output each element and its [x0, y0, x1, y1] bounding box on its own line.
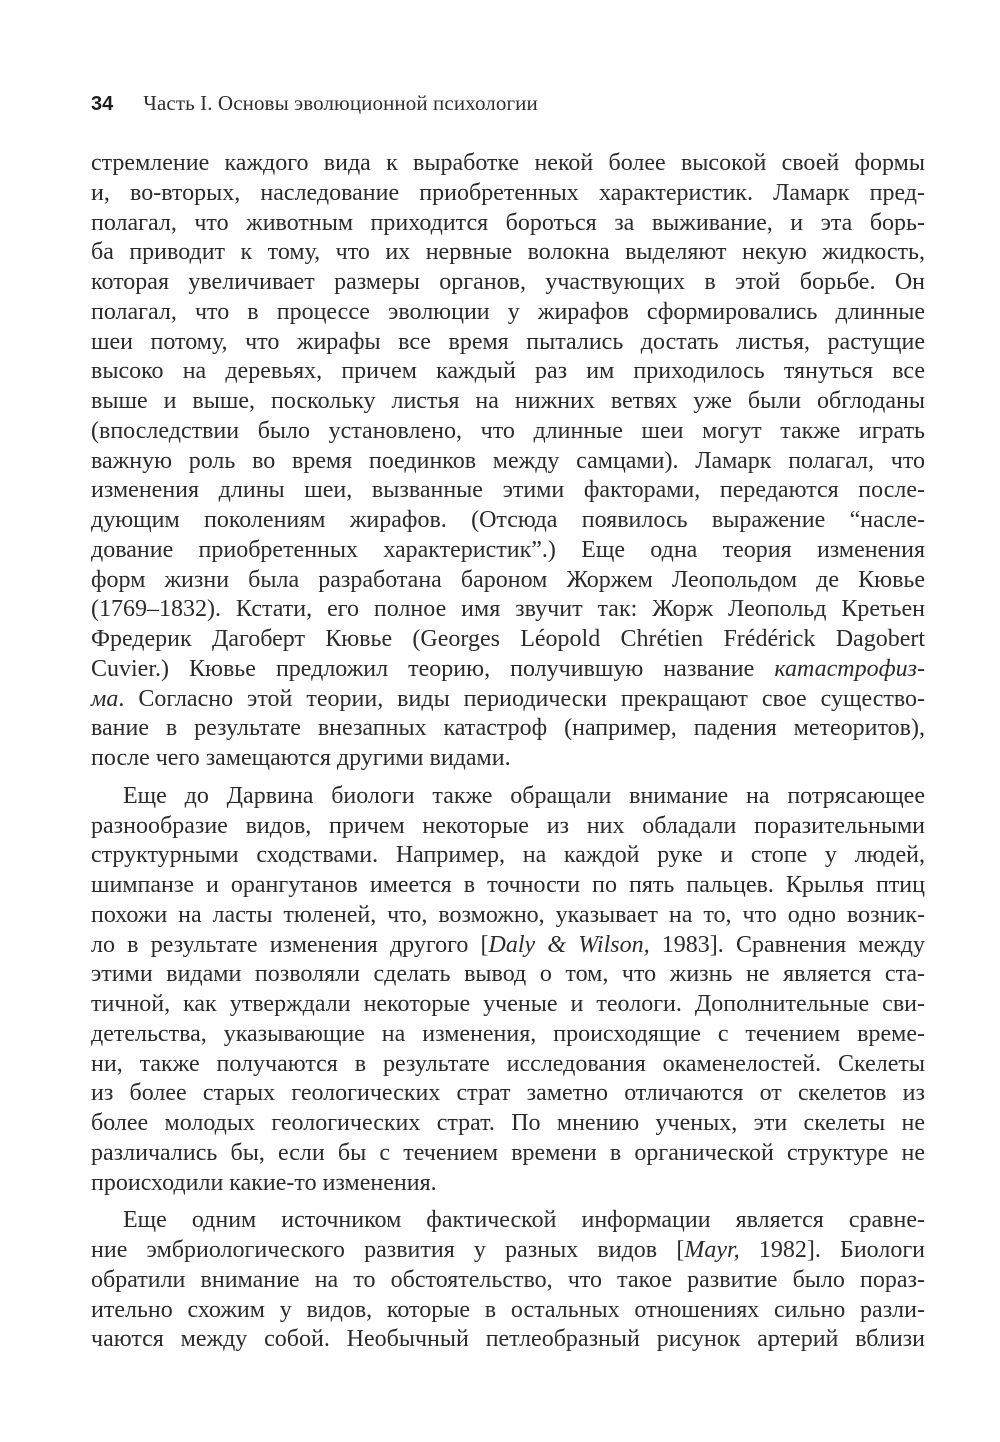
text-line: похожи на ласты тюленей, что, возможно, указывает на то, что одно возник- [91, 901, 925, 928]
text-line: Еще до Дарвина биологи также обращали внимание на потрясающее [123, 782, 925, 809]
text-line: чаются между собой. Необычный петлеобразный рисунок артерий вблизи [91, 1326, 925, 1353]
body-text [91, 149, 925, 1355]
text-line: (впоследствии было установлено, что длинные шеи могут также играть [91, 417, 925, 444]
text-line: Фредерик Дагоберт Кювье (Georges Léopold Chrétien Frédérick Dagobert [91, 626, 925, 652]
text-line: изменения длины шеи, вызванные этими факторами, передаются после- [91, 477, 925, 504]
text-line [91, 655, 925, 685]
text-line: важную роль во время поединков между самцами). Ламарк полагал, что [91, 447, 925, 474]
text-line: различались бы, если бы с течением времени в органической структуре не [91, 1139, 925, 1166]
text-line: ительно схожим у видов, которые в остальных отношениях сильно разли- [91, 1296, 925, 1323]
text-line: происходили какие-то изменения. [91, 1169, 437, 1196]
text-segment: Cuvier.) Кювье предложил теорию, получившую название [91, 655, 775, 682]
running-title: Часть I. Основы эволюционной психологии [143, 91, 538, 115]
text-line: шеи потому, что жирафы все время пытались достать листья, растущие [91, 328, 925, 355]
text-line: форм жизни была разработана бароном Жоржем Леопольдом де Кювье [91, 566, 925, 593]
text-line: тичной, как утверждали некоторые ученые и теологи. Дополнительные сви- [91, 991, 925, 1017]
emphasized-term: катастрофиз- [774, 655, 925, 682]
text-segment: . Согласно этой теории, виды периодически прекращают свое существо- [118, 685, 925, 712]
text-segment: ние эмбриологического развития у разных видов [ [91, 1237, 685, 1263]
text-line: стремление каждого вида к выработке некой более высокой своей формы [91, 150, 925, 176]
text-line: полагал, что животным приходится бороться за выживание, и эта борь- [91, 209, 925, 236]
text-line: которая увеличивает размеры органов, участвующих в этой борьбе. Он [91, 269, 925, 295]
text-line: после чего замещаются другими видами. [91, 745, 511, 771]
text-line: полагал, что в процессе эволюции у жирафов сформировались длинные [91, 298, 925, 325]
running-header [91, 88, 921, 120]
text-line: ни, также получаются в результате исследования окаменелостей. Скелеты [91, 1050, 925, 1077]
paragraph-gap [91, 1198, 925, 1206]
emphasized-term: ма [91, 685, 119, 712]
text-segment: 1982]. Биологи [739, 1237, 926, 1263]
text-line: разнообразие видов, причем некоторые из них обладали поразительными [91, 812, 925, 839]
text-line [91, 931, 925, 961]
paragraph-gap [91, 774, 925, 782]
text-line: структурными сходствами. Например, на каждой руке и стопе у людей, [91, 842, 925, 869]
text-line: вание в результате внезапных катастроф (например, падения метеоритов), [91, 715, 925, 742]
text-line [91, 1236, 925, 1266]
page-number: 34 [91, 93, 114, 115]
text-segment: ло в результате изменения другого [ [91, 931, 489, 958]
text-line: и, во-вторых, наследование приобретенных характеристик. Ламарк пред- [91, 179, 925, 206]
text-line: этими видами позволяли сделать вывод о том, что жизнь не является ста- [91, 961, 925, 988]
text-line: Еще одним источником фактической информации является сравне- [123, 1207, 925, 1234]
text-line: детельства, указывающие на изменения, происходящие с течением време- [91, 1020, 925, 1047]
citation-authors: Mayr, [684, 1237, 740, 1263]
text-line: из более старых геологических страт заметно отличаются от скелетов из [91, 1080, 925, 1107]
text-line: (1769–1832). Кстати, его полное имя звучит так: Жорж Леопольд Кретьен [91, 596, 925, 623]
text-line: выше и выше, поскольку листья на нижних ветвях уже были обглоданы [91, 388, 925, 414]
text-line: ба приводит к тому, что их нервные волокна выделяют некую жидкость, [91, 239, 925, 266]
text-line: обратили внимание на то обстоятельство, что такое развитие было пораз- [91, 1266, 925, 1293]
text-segment: 1983]. Сравнения между [649, 931, 926, 958]
citation-authors: Daly & Wilson, [488, 931, 650, 958]
text-line: более молодых геологических страт. По мнению ученых, эти скелеты не [91, 1110, 925, 1136]
text-line: дование приобретенных характеристик”.) Еще одна теория изменения [91, 536, 925, 563]
text-line: высоко на деревьях, причем каждый раз им приходилось тянуться все [91, 358, 925, 385]
text-line: шимпанзе и орангутанов имеется в точности по пять пальцев. Крылья птиц [91, 872, 925, 898]
text-line [91, 685, 925, 715]
text-line: дующим поколениям жирафов. (Отсюда появилось выражение “наслe- [91, 507, 925, 533]
